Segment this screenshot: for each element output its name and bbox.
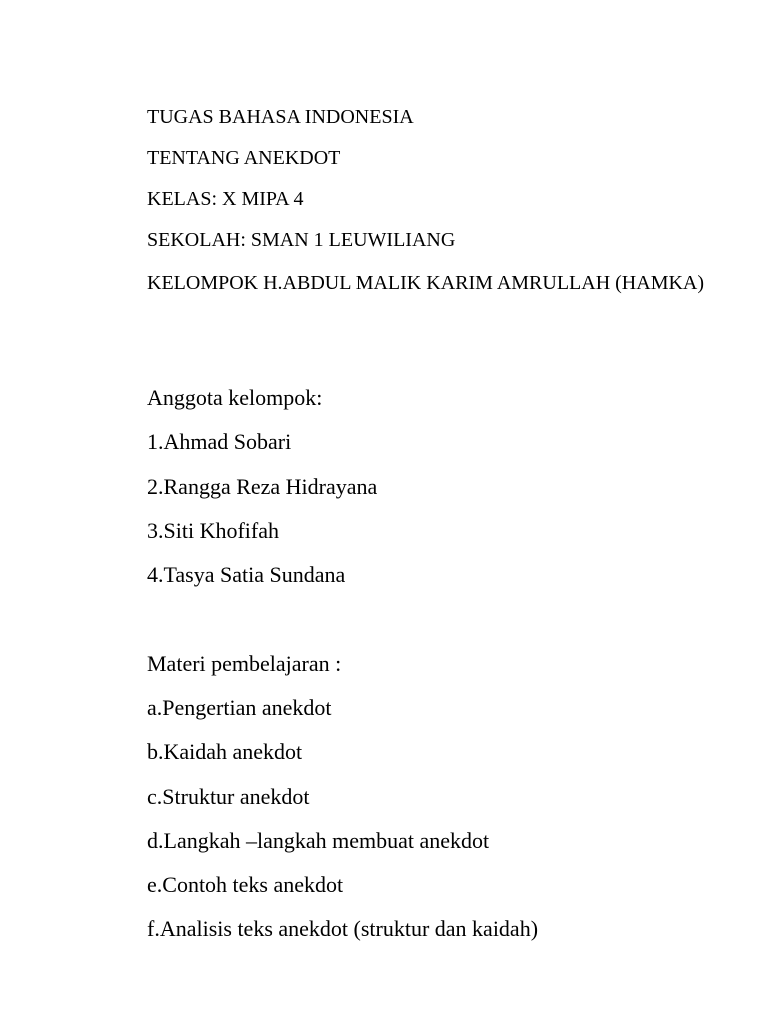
member-item: 4.Tasya Satia Sundana [147,562,346,587]
material-item: e.Contoh teks anekdot [147,872,344,897]
assignment-topic: TENTANG ANEKDOT [147,147,341,169]
material-item: b.Kaidah anekdot [147,739,303,764]
group-name: KELOMPOK H.ABDUL MALIK KARIM AMRULLAH (HAMKA) [147,272,705,294]
class-info: KELAS: X MIPA 4 [147,188,304,210]
assignment-title: TUGAS BAHASA INDONESIA [147,106,414,128]
material-item: f.Analisis teks anekdot (struktur dan kaidah) [147,916,539,941]
member-item: 3.Siti Khofifah [147,518,279,543]
member-item: 1.Ahmad Sobari [147,429,292,454]
members-heading: Anggota kelompok: [147,385,323,410]
materials-heading: Materi pembelajaran : [147,651,342,676]
material-item: c.Struktur anekdot [147,784,310,809]
member-item: 2.Rangga Reza Hidrayana [147,474,378,499]
material-item: a.Pengertian anekdot [147,695,332,720]
material-item: d.Langkah –langkah membuat anekdot [147,828,490,853]
school-info: SEKOLAH: SMAN 1 LEUWILIANG [147,229,456,251]
